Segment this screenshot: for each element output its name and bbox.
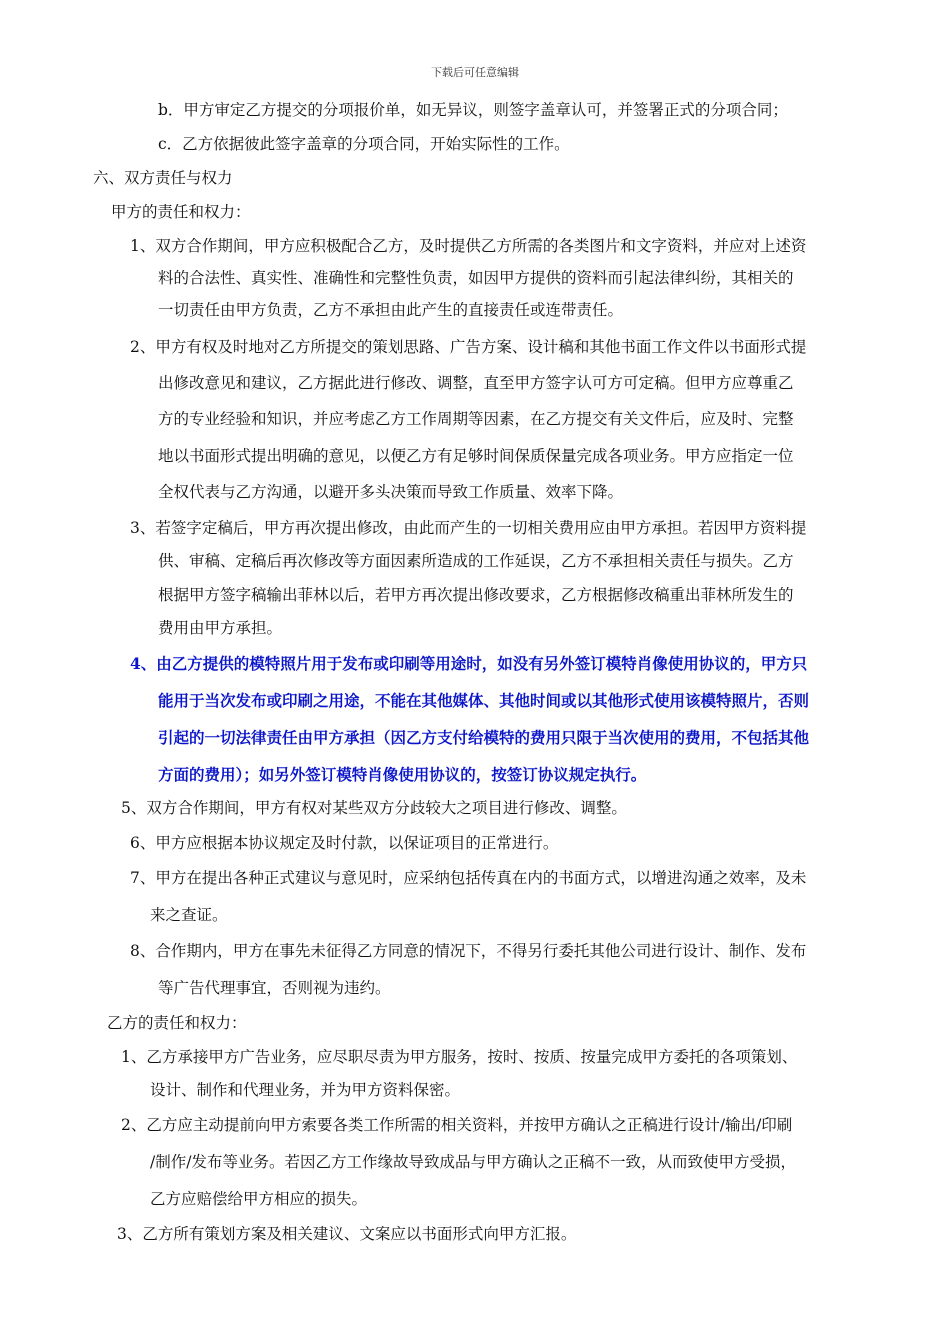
party-b-heading: 乙方的责任和权力：	[107, 1014, 247, 1032]
a-item-3-line-4: 费用由甲方承担。	[158, 619, 283, 637]
clause-b: b．甲方审定乙方提交的分项报价单，如无异议，则签字盖章认可，并签署正式的分项合同；	[158, 101, 788, 119]
b-item-2-line-1: 2、乙方应主动提前向甲方索要各类工作所需的相关资料，并按甲方确认之正稿进行设计/输出/印刷	[121, 1116, 793, 1134]
a-item-2-line-5: 全权代表与乙方沟通，以避开多头决策而导致工作质量、效率下降。	[158, 483, 624, 501]
b-item-2-line-2: /制作/发布等业务。若因乙方工作缘故导致成品与甲方确认之正稿不一致，从而致使甲方受损，	[150, 1153, 796, 1171]
b-item-3: 3、乙方所有策划方案及相关建议、文案应以书面形式向甲方汇报。	[117, 1225, 577, 1243]
a-item-3-line-3: 根据甲方签字稿输出菲林以后，若甲方再次提出修改要求，乙方根据修改稿重出菲林所发生的	[158, 586, 794, 604]
section-6-heading: 六、双方责任与权力	[93, 169, 233, 187]
a-item-2-line-1: 2、甲方有权及时地对乙方所提交的策划思路、广告方案、设计稿和其他书面工作文件以书面形式提	[130, 338, 807, 356]
a-item-2-line-3: 方的专业经验和知识，并应考虑乙方工作周期等因素，在乙方提交有关文件后，应及时、完整	[158, 410, 794, 428]
a-item-1-line-1: 1、双方合作期间，甲方应积极配合乙方，及时提供乙方所需的各类图片和文字资料，并应对上述资	[130, 237, 807, 255]
a-item-7-line-2: 来之查证。	[150, 906, 228, 924]
a-item-4-line-3: 引起的一切法律责任由甲方承担（因乙方支付给模特的费用只限于当次使用的费用，不包括其他	[158, 728, 810, 747]
a-item-4-line-2: 能用于当次发布或印刷之用途，不能在其他媒体、其他时间或以其他形式使用该模特照片，否则	[158, 691, 810, 710]
page-header: 下载后可任意编辑	[431, 66, 519, 79]
b-item-1-line-2: 设计、制作和代理业务，并为甲方资料保密。	[150, 1081, 461, 1099]
a-item-1-line-3: 一切责任由甲方负责，乙方不承担由此产生的直接责任或连带责任。	[158, 301, 624, 319]
a-item-8-line-1: 8、合作期内，甲方在事先未征得乙方同意的情况下，不得另行委托其他公司进行设计、制作、发布	[130, 942, 807, 960]
a-item-2-line-2: 出修改意见和建议，乙方据此进行修改、调整，直至甲方签字认可方可定稿。但甲方应尊重乙	[158, 374, 794, 392]
a-item-4-line-4: 方面的费用）；如另外签订模特肖像使用协议的，按签订协议规定执行。	[158, 765, 647, 784]
b-item-1-line-1: 1、乙方承接甲方广告业务，应尽职尽责为甲方服务，按时、按质、按量完成甲方委托的各项策划、	[121, 1048, 798, 1066]
a-item-2-line-4: 地以书面形式提出明确的意见，以便乙方有足够时间保质保量完成各项业务。甲方应指定一位	[158, 447, 794, 465]
a-item-1-line-2: 料的合法性、真实性、准确性和完整性负责，如因甲方提供的资料而引起法律纠纷，其相关的	[158, 269, 794, 287]
a-item-3-line-1: 3、若签字定稿后，甲方再次提出修改，由此而产生的一切相关费用应由甲方承担。若因甲方资料提	[130, 519, 807, 537]
clause-c: c．乙方依据彼此签字盖章的分项合同，开始实际性的工作。	[158, 135, 570, 153]
a-item-8-line-2: 等广告代理事宜，否则视为违约。	[158, 979, 391, 997]
a-item-5: 5、双方合作期间，甲方有权对某些双方分歧较大之项目进行修改、调整。	[121, 799, 627, 817]
a-item-3-line-2: 供、审稿、定稿后再次修改等方面因素所造成的工作延误，乙方不承担相关责任与损失。乙方	[158, 552, 794, 570]
a-item-7-line-1: 7、甲方在提出各种正式建议与意见时，应采纳包括传真在内的书面方式，以增进沟通之效率，及未	[130, 869, 807, 887]
party-a-heading: 甲方的责任和权力：	[111, 203, 251, 221]
a-item-4-line-1: 4、由乙方提供的模特照片用于发布或印刷等用途时，如没有另外签订模特肖像使用协议的，甲方只	[130, 654, 808, 673]
a-item-6: 6、甲方应根据本协议规定及时付款，以保证项目的正常进行。	[130, 834, 559, 852]
b-item-2-line-3: 乙方应赔偿给甲方相应的损失。	[150, 1190, 368, 1208]
